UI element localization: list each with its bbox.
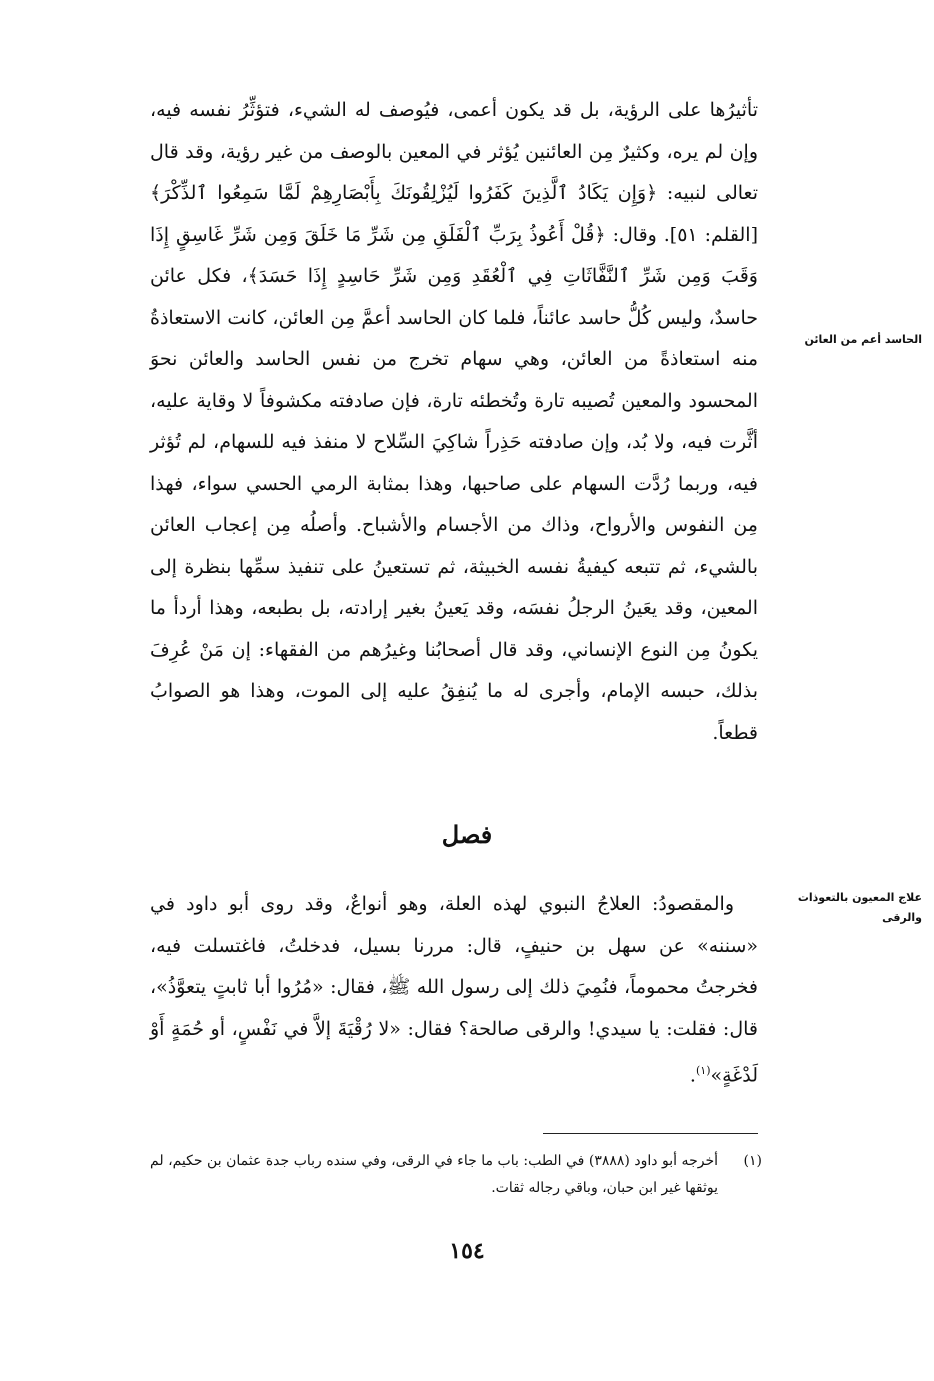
main-text-block [150, 90, 758, 754]
footnotes-block [150, 1148, 762, 1202]
footnote-divider [543, 1133, 758, 1134]
margin-note-envier: الحاسد أعم من العائن [804, 333, 922, 346]
body-paragraph-2-end: . [689, 1064, 696, 1087]
section-heading: فصل [441, 820, 493, 849]
body-paragraph-1: تأثيرُها على الرؤية، بل قد يكون أعمى، فيُوصف له الشيء، فتؤثِّرُ نفسه فيه، وإن لم يره، وكثيرٌ مِن العائنين يُؤثر في المعين بالوصف من غير رؤية، وقد قال تعالى لنبيه: ﴿وَإِن يَكَادُ ٱلَّذِينَ كَفَرُوا لَيُزْلِقُونَكَ بِأَبْصَارِهِمْ لَمَّا سَمِعُوا ٱلذِّكْرَ﴾ [القلم: ٥١]. وقال: ﴿قُلْ أَعُوذُ بِرَبِّ ٱلْفَلَقِ مِن شَرِّ مَا خَلَقَ وَمِن شَرِّ غَاسِقٍ إِذَا وَقَبَ وَمِن شَرِّ ٱلنَّفَّاثَاتِ فِي ٱلْعُقَدِ وَمِن شَرِّ حَاسِدٍ إِذَا حَسَدَ﴾، فكل عائن حاسدٌ، وليس كُلُّ حاسد عائناً، فلما كان الحاسد أعمَّ مِن العائن، كانت الاستعاذةُ منه استعاذةً من العائن، وهي سهام تخرج من نفس الحاسد والعائن نحوَ المحسود والمعين تُصيبه تارة وتُخطئه تارة، فإن صادفته مكشوفاً لا وقاية عليه، أثَّرت فيه، ولا بُد، وإن صادفته حَذِراً شاكِيَ السِّلاح لا منفذ فيه للسهام، لم تُؤثر فيه، وربما رُدَّت السهام على صاحبها، وهذا بمثابة الرمي الحسي سواء، فهذا مِن النفوس والأرواح، وذاك من الأجسام والأشباح. وأصلُه مِن إعجاب العائن بالشيء، ثم تتبعه كيفيةُ نفسه الخبيثة، ثم تستعينُ على تنفيذ سمِّها بنظرة إلى المعين، وقد يعَينُ الرجلُ نفسَه، وقد يَعينُ بغير إرادته، بل بطبعه، وهذا أردأ ما يكونُ مِن النوع الإنساني، وقد قال أصحابُنا وغيرُهم من الفقهاء: إن مَنْ عُرِفَ بذلك، حبسه الإمام، وأجرى له ما يُنفِقُ عليه إلى الموت، وهذا هو الصوابُ قطعاً. [150, 99, 758, 744]
footnote-item [150, 1148, 762, 1202]
body-paragraph-2-text: والمقصودُ: العلاجُ النبوي لهذه العلة، وهو أنواعٌ، وقد روى أبو داود في «سننه» عن سهل بن حنيفٍ، قال: مررنا بسيل، فدخلتُ، فاغتسلت فيه، فخرجتُ محموماً، فنُمِيَ ذلك إلى رسول الله ﷺ، فقال: «مُرُوا أبا ثابتٍ يتعوَّذُ»، قال: فقلت: يا سيدي! والرقى صالحة؟ فقال: «لا رُقْيَةَ إلاَّ في نَفْسٍ، أو حُمَةٍ أَوْ لَدْغَةٍ» [150, 893, 758, 1087]
page-number: ١٥٤ [449, 1238, 485, 1264]
margin-note-cure: علاج المعيون بالتعوذات والرقى [797, 891, 922, 924]
body-paragraph-2 [150, 884, 758, 1097]
second-text-block [150, 884, 758, 1097]
footnote-text: أخرجه أبو داود (٣٨٨٨) في الطب: باب ما جاء في الرقى، وفي سنده رباب جدة عثمان بن حكيم، لم يوثقها غير ابن حبان، وباقي رجاله ثقات. [150, 1153, 718, 1196]
footnote-reference: (١) [695, 1064, 711, 1077]
footnote-number: (١) [743, 1153, 762, 1169]
